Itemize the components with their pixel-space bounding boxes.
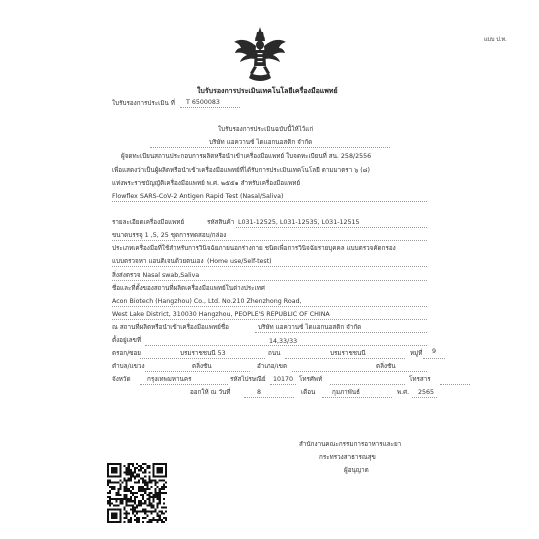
issue-year-dots xyxy=(412,397,437,398)
company-dots xyxy=(150,147,390,148)
device-name: Flowflex SARS-CoV-2 Antigen Rapid Test (Nasal/Saliva) xyxy=(112,193,284,200)
test-mode-value: (Home use/Self-test) xyxy=(207,258,272,265)
qr-code-icon xyxy=(107,463,167,523)
fax-dots xyxy=(440,384,470,385)
issue-day-dots xyxy=(244,397,294,398)
province-label: จังหวัด xyxy=(112,376,131,383)
model-label: รหัสสินค้า xyxy=(207,219,235,226)
issue-year-label: พ.ศ. xyxy=(397,389,410,396)
issue-day: 8 xyxy=(257,389,262,396)
road-label: ถนน xyxy=(268,350,281,357)
licensee-text: ผู้จดทะเบียนสถานประกอบการผลิตหรือนำเข้าเครื่องมือแพทย์ ใบจดทะเบียนที่ สน. 258/2556 xyxy=(121,153,372,160)
road-value: บรมราชชนนี xyxy=(330,350,366,357)
intro-text: ใบรับรองการประเมินฉบับนี้ให้ไว้แก่ xyxy=(218,126,314,133)
house-no-label: ตั้งอยู่เลขที่ xyxy=(112,337,142,344)
issue-month-dots xyxy=(322,397,392,398)
road-dots xyxy=(285,358,405,359)
postcode-label: รหัสไปรษณีย์ xyxy=(230,376,266,383)
cert-no-label: ใบรับรองการประเมิน ที่ xyxy=(112,100,175,107)
footer-agency: สำนักงานคณะกรรมการอาหารและยา xyxy=(299,441,402,448)
issue-month: กุมภาพันธ์ xyxy=(332,389,360,396)
soi-label: ตรอก/ซอย xyxy=(112,350,141,357)
specimen-dots xyxy=(112,280,427,281)
test-mode-label: แบบตรวจหา แอนติเจนด้วยตนเอง xyxy=(112,258,204,265)
province-dots xyxy=(140,384,228,385)
soi-dots xyxy=(140,358,265,359)
manufacturer-line1: Acon Biotech (Hangzhou) Co., Ltd. No.210 Zhenzhong Road, xyxy=(112,298,302,305)
moo-value: 9 xyxy=(432,348,437,355)
test-mode-dots xyxy=(112,266,427,267)
issue-prefix: ออกให้ ณ วันที่ xyxy=(190,389,231,396)
manufacturer-line1-dots xyxy=(112,306,427,307)
subdistrict-label: ตำบล/แขวง xyxy=(112,363,145,370)
purpose-text: เพื่อแสดงว่าเป็นผู้ผลิตหรือนำเข้าเครื่องมือแพทย์ที่ได้รับการประเมินเทคโนโลยี ตามมาตรา ๖ (๘) xyxy=(112,167,370,174)
model-dots xyxy=(236,227,427,228)
moo-dots xyxy=(423,358,445,359)
subdistrict-dots xyxy=(145,371,250,372)
issue-year: 2565 xyxy=(418,389,435,396)
importer-dots xyxy=(255,332,427,333)
importer-label: ณ สถานที่ผลิตหรือนำเข้าเครื่องมือแพทย์ชื่อ xyxy=(112,324,229,331)
manufacturer-line2: West Lake District, 310030 Hangzhou, PEOPLE'S REPUBLIC OF CHINA xyxy=(112,311,330,318)
model-value: L031-12525, L031-12535, L031-12515 xyxy=(238,219,360,226)
fax-label: โทรสาร xyxy=(409,376,431,383)
postcode-value: 10170 xyxy=(273,376,294,383)
form-code: แบบ ป.ท. xyxy=(484,37,507,43)
district-label: อำเภอ/เขต xyxy=(257,363,288,370)
cert-no-value: T 6500083 xyxy=(186,99,220,106)
cert-no-dots xyxy=(180,107,240,108)
district-dots xyxy=(292,371,427,372)
footer-ministry: กระทรวงสาธารณสุข xyxy=(319,454,376,461)
type-desc: ประเภทเครื่องมือที่ใช้สำหรับการวินิจฉัยภายนอกร่างกาย ชนิดเพื่อการวินิจฉัยรายบุคคล แบบตรวจคัดกรอง xyxy=(112,245,396,252)
issue-month-label: เดือน xyxy=(301,389,316,396)
house-no-value: 14,33/33 xyxy=(269,338,298,345)
postcode-dots xyxy=(270,384,296,385)
company-name: บริษัท แอควานซ์ ไดแอกนอสติก จำกัด xyxy=(209,139,313,146)
specimen-text: สิ่งส่งตรวจ Nasal swab,Saliva xyxy=(112,272,200,279)
soi-value: บรมราชชนนี 53 xyxy=(180,350,226,357)
moo-label: หมู่ที่ xyxy=(410,350,423,357)
pack-size: ขนาดบรรจุ 1 ,5, 25 ชุดการทดสอบ/กล่อง xyxy=(112,232,227,239)
footer-signer: ผู้อนุญาต xyxy=(344,467,369,474)
importer-value: บริษัท แอควานซ์ ไดแอกนอสติก จำกัด xyxy=(258,324,362,331)
manufacturer-line2-dots xyxy=(112,319,427,320)
pack-dots xyxy=(112,240,427,241)
detail-label: รายละเอียดเครื่องมือแพทย์ xyxy=(112,219,185,226)
phone-label: โทรศัพท์ xyxy=(299,376,323,383)
district-value: ตลิ่งชัน xyxy=(376,363,396,370)
device-dots xyxy=(112,201,427,202)
phone-dots xyxy=(330,384,405,385)
house-no-dots xyxy=(145,345,427,346)
garuda-emblem-icon xyxy=(231,26,289,84)
law-text: แห่งพระราชบัญญัติเครื่องมือแพทย์ พ.ศ. ๒๕๕๑ สำหรับเครื่องมือแพทย์ xyxy=(112,180,301,187)
subdistrict-value: ตลิ่งชัน xyxy=(192,363,212,370)
province-value: กรุงเทพมหานคร xyxy=(147,376,192,383)
manufacturer-label: ชื่อและที่ตั้งของสถานที่ผลิตเครื่องมือแพทย์ในต่างประเทศ xyxy=(112,285,265,292)
certificate-title: ใบรับรองการประเมินเทคโนโลยีเครื่องมือแพทย์ xyxy=(197,87,338,95)
